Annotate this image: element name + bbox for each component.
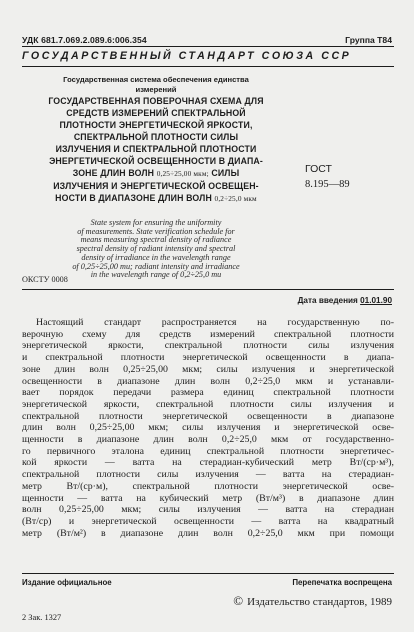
mid-rule [22, 289, 394, 290]
title-fragment: СИЛЫ [211, 168, 240, 178]
english-line: in the wavelength range of 0,2÷25,0 mu [90, 270, 222, 280]
copyright-text: Издательство стандартов, 1989 [247, 596, 392, 608]
date-value: 01.01.90 [360, 296, 392, 305]
body-line: освещенности в диапазоне длин волн 0,2÷25,0 мкм и устанавли- [22, 375, 394, 387]
english-title [22, 219, 290, 280]
title-line: СРЕДСТВ ИЗМЕРЕНИЙ СПЕКТРАЛЬНОЙ [66, 108, 246, 118]
title-fragment: ЗОНЕ ДЛИН ВОЛН [72, 168, 155, 178]
body-line: длин волн 0,25÷25,00 мкм; силы излучения и энергетической осве- [22, 422, 394, 434]
group-code: Группа Т84 [345, 35, 392, 45]
body-line: зоне длин волн 0,25÷25,00 мкм; силы излучения и энергетической [22, 363, 394, 375]
body-line: вает порядок передачи размера единиц спектральной плотности [22, 387, 394, 399]
date-label: Дата введения [297, 296, 358, 305]
gost-number: 8.195—89 [305, 179, 350, 190]
title-line: ИЗЛУЧЕНИЯ И СПЕКТРАЛЬНОЙ ПЛОТНОСТИ [55, 144, 257, 154]
document-title [22, 95, 290, 205]
body-line: спектральной плотности энергетической освещенности в диапазоне [22, 410, 394, 422]
english-line: density of irradiance in the wavelength range [81, 252, 231, 262]
title-line: ГОСУДАРСТВЕННАЯ ПОВЕРОЧНАЯ СХЕМА ДЛЯ [48, 96, 264, 106]
banner-rule [22, 66, 394, 67]
title-line: ИЗЛУЧЕНИЯ И ЭНЕРГЕТИЧЕСКОЙ ОСВЕЩЕН- [53, 181, 259, 191]
system-line: измерений [135, 84, 177, 94]
body-line: щенности в диапазоне длин волн 0,2÷25,0 мкм от государственно- [22, 434, 394, 446]
copyright-line [233, 593, 392, 609]
okstu-code: ОКСТУ 0008 [22, 275, 68, 284]
title-line: ЭНЕРГЕТИЧЕСКОЙ ОСВЕЩЕННОСТИ В ДИАПА- [49, 156, 263, 166]
body-line: го первичного эталона единиц спектральной плотности энергетичес- [22, 445, 394, 457]
body-line: Настоящий стандарт распространяется на государственную по- [36, 317, 394, 328]
english-line: State system for ensuring the uniformity [90, 218, 222, 227]
gost-designation [305, 162, 350, 192]
body-line: и спектральной плотности энергетической освещенности в диапа- [22, 352, 394, 364]
reprint-prohibited-note: Перепечатка воспрещена [292, 578, 392, 587]
title-line: ПЛОТНОСТИ ЭНЕРГЕТИЧЕСКОЙ ЯРКОСТИ, [59, 120, 253, 130]
introduction-date [298, 296, 392, 305]
official-edition-note: Издание официальное [22, 578, 112, 587]
body-line: энергетической яркости, спектральной плотности силы излучения [22, 340, 394, 352]
title-line [22, 167, 290, 180]
english-line: of measurements. State verification schedule for [77, 226, 235, 236]
order-number: 2 Зак. 1327 [22, 613, 62, 622]
body-line: метр Вт/(ср·м), спектральной плотности энергетической осве- [22, 480, 394, 492]
body-line: волн 0,25÷25,00 мкм; силы излучения — ватта на стерадиан [22, 504, 394, 516]
english-line: of 0,25÷25,00 mu; radiant intensity and irradiance [72, 261, 240, 271]
english-line: spectral density of radiant intensity and spectral [76, 244, 236, 254]
body-line: (Вт/ср) и энергетической освещенности — ватта на квадратный [22, 515, 394, 527]
title-line: СПЕКТРАЛЬНОЙ ПЛОТНОСТИ СИЛЫ [73, 132, 239, 142]
system-title [22, 75, 290, 94]
body-line: метр (Вт/м²) в диапазоне длин волн 0,2÷25,0 мкм при помощи [22, 527, 394, 539]
title-range: 0,2÷25,0 мкм [214, 194, 257, 203]
title-range: 0,25÷25,00 мкм; [156, 169, 209, 178]
gost-label: ГОСТ [305, 163, 332, 175]
udk-code: УДК 681.7.069.2.089.6:006.354 [22, 35, 147, 45]
top-rule [22, 46, 394, 47]
footer-rule [22, 573, 394, 574]
body-paragraph [22, 317, 394, 539]
body-line: кой яркости — ватта на стерадиан-кубический метр Вт/(ср·м³), [22, 457, 394, 469]
title-line [22, 192, 290, 205]
title-fragment: НОСТИ В ДИАПАЗОНЕ ДЛИН ВОЛН [55, 193, 212, 203]
body-line: спектральной плотности силы излучения — ватта на стерадиан- [22, 469, 394, 481]
standard-banner: ГОСУДАРСТВЕННЫЙ СТАНДАРТ СОЮЗА ССР [22, 50, 352, 62]
body-line: верочную схему для средств измерений спектральной плотности [22, 328, 394, 340]
body-line: энергетической яркости, спектральной плотности силы излучения и [22, 398, 394, 410]
copyright-symbol: © [233, 593, 244, 608]
system-line: Государственная система обеспечения единства [63, 75, 249, 84]
body-line: щенности — ватта на кубический метр (Вт/м³) в диапазоне длин [22, 492, 394, 504]
english-line: means measuring spectral density of radiance [80, 235, 232, 245]
